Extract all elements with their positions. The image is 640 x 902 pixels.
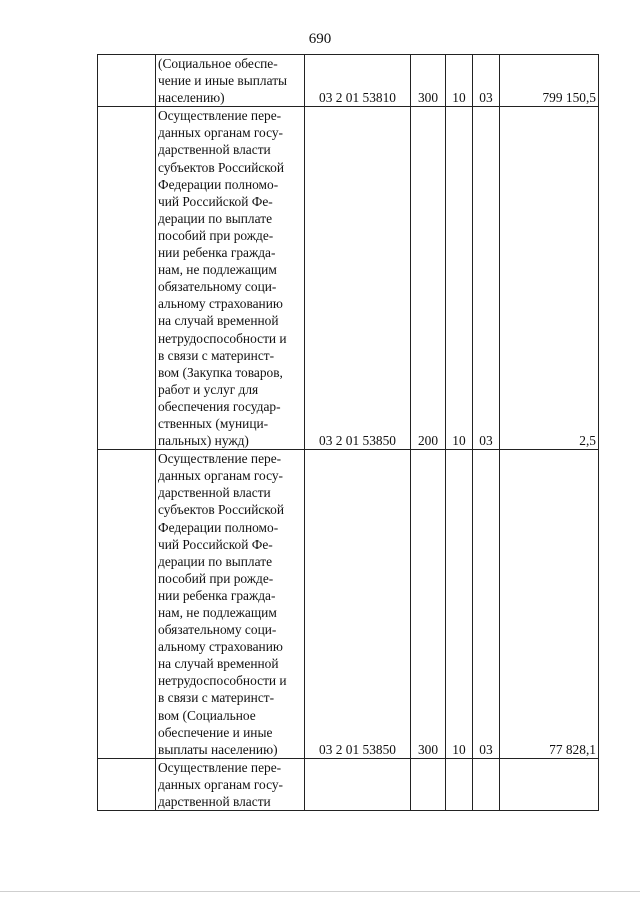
expense-type-cell: 200 bbox=[411, 107, 446, 450]
item-name-line: пособий при рожде- bbox=[158, 227, 274, 243]
item-name-line: субъектов Российской bbox=[158, 502, 284, 518]
section-cell: 10 bbox=[446, 450, 473, 759]
item-name-line: дарственной власти bbox=[158, 142, 271, 158]
item-name-line: Федерации полномо- bbox=[158, 519, 279, 535]
item-name-line: альному страхованию bbox=[158, 639, 283, 655]
item-name-line: пособий при рожде- bbox=[158, 570, 274, 586]
subsection-cell: 03 bbox=[473, 450, 500, 759]
item-name-line: чий Российской Фе- bbox=[158, 193, 273, 209]
item-name-cell bbox=[156, 450, 305, 759]
item-name-line: Осуществление пере- bbox=[158, 451, 282, 467]
row-number-cell bbox=[98, 758, 156, 810]
item-name-line: субъектов Российской bbox=[158, 159, 284, 175]
item-name-line: чий Российской Фе- bbox=[158, 536, 273, 552]
item-name-line: работ и услуг для bbox=[158, 381, 259, 397]
item-name-line: выплаты населению) bbox=[158, 741, 278, 757]
item-name-line: населению) bbox=[158, 90, 225, 106]
expense-type-cell: 300 bbox=[411, 55, 446, 107]
item-name-line: Осуществление пере- bbox=[158, 108, 282, 124]
item-name-cell bbox=[156, 55, 305, 107]
table-row bbox=[98, 107, 599, 450]
item-name-line: Федерации полномо- bbox=[158, 176, 279, 192]
item-name-line: данных органам госу- bbox=[158, 468, 283, 484]
amount-cell: 77 828,1 bbox=[500, 450, 599, 759]
item-name-line: нии ребенка гражда- bbox=[158, 245, 276, 261]
amount-cell: 799 150,5 bbox=[500, 55, 599, 107]
target-code-cell bbox=[305, 758, 411, 810]
item-name-line: обеспечение и иные bbox=[158, 724, 273, 740]
budget-table-body bbox=[98, 55, 599, 811]
subsection-cell: 03 bbox=[473, 55, 500, 107]
item-name-line: обязательному соци- bbox=[158, 622, 277, 638]
section-cell: 10 bbox=[446, 55, 473, 107]
item-name-line: чение и иные выплаты bbox=[158, 73, 288, 89]
item-name-line: нетрудоспособности и bbox=[158, 673, 287, 689]
amount-cell bbox=[500, 758, 599, 810]
item-name-line: альному страхованию bbox=[158, 296, 283, 312]
item-name-line: вом (Социальное bbox=[158, 707, 256, 723]
item-name-line: ственных (муници- bbox=[158, 415, 269, 431]
item-name-line: дарственной власти bbox=[158, 485, 271, 501]
target-code-cell: 03 2 01 53810 bbox=[305, 55, 411, 107]
subsection-cell bbox=[473, 758, 500, 810]
item-name-line: пальных) нужд) bbox=[158, 433, 249, 449]
item-name-line: на случай временной bbox=[158, 313, 279, 329]
expense-type-cell bbox=[411, 758, 446, 810]
item-name-line: вом (Закупка товаров, bbox=[158, 364, 283, 380]
item-name-line: обязательному соци- bbox=[158, 279, 277, 295]
item-name-cell bbox=[156, 758, 305, 810]
section-cell bbox=[446, 758, 473, 810]
item-name-cell bbox=[156, 107, 305, 450]
item-name-line: на случай временной bbox=[158, 656, 279, 672]
item-name-line: в связи с материнст- bbox=[158, 347, 275, 363]
item-name-line: обеспечения государ- bbox=[158, 398, 281, 414]
target-code-cell: 03 2 01 53850 bbox=[305, 107, 411, 450]
item-name-line: нам, не подлежащим bbox=[158, 605, 277, 620]
budget-table bbox=[97, 54, 599, 811]
table-row bbox=[98, 758, 599, 810]
expense-type-cell: 300 bbox=[411, 450, 446, 759]
item-name-line: данных органам госу- bbox=[158, 125, 283, 141]
table-row bbox=[98, 450, 599, 759]
item-name-line: Осуществление пере- bbox=[158, 759, 282, 775]
item-name-line: в связи с материнст- bbox=[158, 690, 275, 706]
row-number-cell bbox=[98, 55, 156, 107]
item-name-line: (Социальное обеспе- bbox=[158, 56, 278, 71]
page-number: 690 bbox=[308, 31, 332, 47]
item-name-line: нии ребенка гражда- bbox=[158, 587, 276, 603]
item-name-line: дерации по выплате bbox=[158, 553, 273, 569]
section-cell: 10 bbox=[446, 107, 473, 450]
amount-cell: 2,5 bbox=[500, 107, 599, 450]
row-number-cell bbox=[98, 107, 156, 450]
subsection-cell: 03 bbox=[473, 107, 500, 450]
row-number-cell bbox=[98, 450, 156, 759]
scan-edge-line bbox=[0, 891, 640, 892]
table-row bbox=[98, 55, 599, 107]
item-name-line: данных органам госу- bbox=[158, 776, 283, 792]
target-code-cell: 03 2 01 53850 bbox=[305, 450, 411, 759]
item-name-line: дарственной власти bbox=[158, 794, 271, 810]
item-name-line: нам, не подлежащим bbox=[158, 262, 277, 278]
item-name-line: дерации по выплате bbox=[158, 210, 273, 226]
item-name-line: нетрудоспособности и bbox=[158, 330, 287, 346]
